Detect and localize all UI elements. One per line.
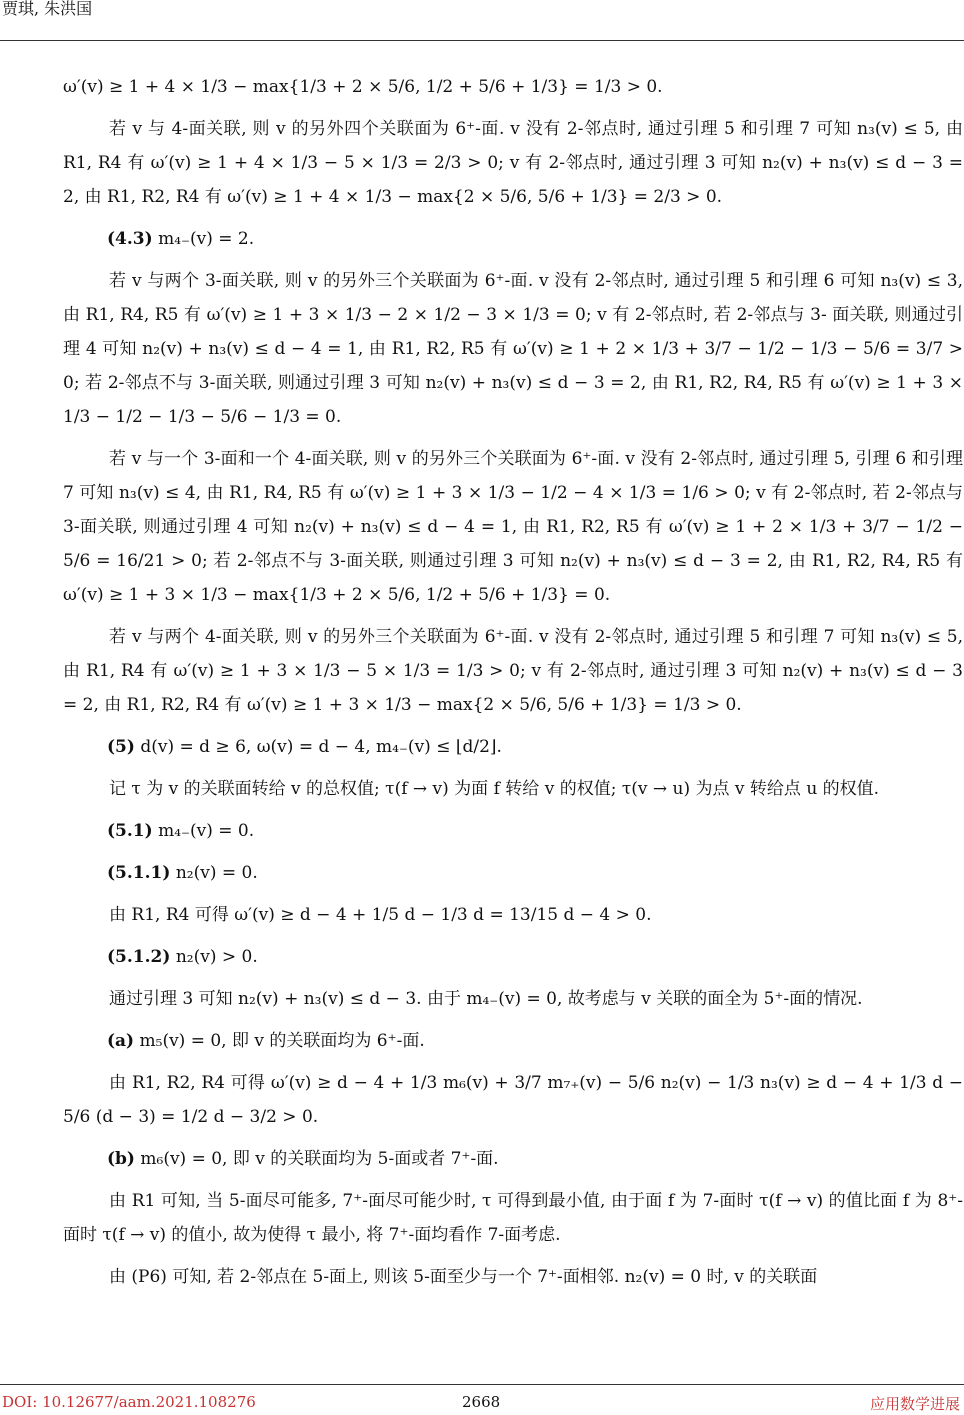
paper-body xyxy=(63,70,963,1302)
section-heading xyxy=(63,814,963,848)
section-label: (b) xyxy=(107,1149,135,1169)
section-condition: n₂(v) = 0. xyxy=(175,863,258,883)
paragraph: 由 R1, R4 可得 ω′(v) ≥ d − 4 + 1/5 d − 1/3 d = 13/15 d − 4 > 0. xyxy=(109,905,652,925)
section-heading xyxy=(63,940,963,974)
section-heading xyxy=(63,1024,963,1058)
section-condition: m₆(v) = 0, 即 v 的关联面均为 5-面或者 7⁺-面. xyxy=(140,1149,499,1169)
page-number: 2668 xyxy=(462,1393,501,1411)
page-header xyxy=(0,0,964,41)
section-heading xyxy=(63,856,963,890)
paragraph: 通过引理 3 可知 n₂(v) + n₃(v) ≤ d − 3. 由于 m₄₋(v) = 0, 故考虑与 v 关联的面全为 5⁺-面的情况. xyxy=(109,989,863,1009)
section-label: (a) xyxy=(107,1031,135,1051)
paragraph: ω′(v) ≥ 1 + 4 × 1/3 − max{1/3 + 2 × 5/6, 1/2 + 5/6 + 1/3} = 1/3 > 0. xyxy=(63,77,663,97)
section-heading xyxy=(63,1142,963,1176)
paragraph: 由 (P6) 可知, 若 2-邻点在 5-面上, 则该 5-面至少与一个 7⁺-面相邻. n₂(v) = 0 时, v 的关联面 xyxy=(109,1267,818,1287)
section-label: (4.3) xyxy=(107,229,153,249)
header-authors: 贾琪, 朱洪国 xyxy=(2,0,93,18)
section-label: (5) xyxy=(107,737,135,757)
paragraph: 若 v 与两个 4-面关联, 则 v 的另外三个关联面为 6⁺-面. v 没有 2-邻点时, 通过引理 5 和引理 7 可知 n₃(v) ≤ 5, 由 R1, R4 有 ω′(v) ≥ 1 + 3 × 1/3 − 5 × 1/3 = 1/3 > 0; v 有 2-邻点时, 通过引理 3 可知 n₂(v) + n₃(v) ≤ d − 3 = 2, 由 R1, R2, R4 有 ω′(v) ≥ 1 + 3 × 1/3 − max{2 × 5/6, 5/6 + 1/3} = 1/3 > 0. xyxy=(63,627,963,715)
paragraph: 记 τ 为 v 的关联面转给 v 的总权值; τ(f → v) 为面 f 转给 v 的权值; τ(v → u) 为点 v 转给点 u 的权值. xyxy=(109,779,880,799)
paragraph: 若 v 与 4-面关联, 则 v 的另外四个关联面为 6⁺-面. v 没有 2-邻点时, 通过引理 5 和引理 7 可知 n₃(v) ≤ 5, 由 R1, R4 有 ω′(v) ≥ 1 + 4 × 1/3 − 5 × 1/3 = 2/3 > 0; v 有 2-邻点时, 通过引理 3 可知 n₂(v) + n₃(v) ≤ d − 3 = 2, 由 R1, R2, R4 有 ω′(v) ≥ 1 + 4 × 1/3 − max{2 × 5/6, 5/6 + 1/3} = 2/3 > 0. xyxy=(63,119,963,207)
paragraph: 若 v 与两个 3-面关联, 则 v 的另外三个关联面为 6⁺-面. v 没有 2-邻点时, 通过引理 5 和引理 6 可知 n₃(v) ≤ 3, 由 R1, R4, R5 有 ω′(v) ≥ 1 + 3 × 1/3 − 2 × 1/2 − 3 × 1/3 = 0; v 有 2-邻点时, 若 2-邻点与 3- 面关联, 则通过引理 4 可知 n₂(v) + n₃(v) ≤ d − 4 = 1, 由 R1, R2, R5 有 ω′(v) ≥ 1 + 2 × 1/3 + 3/7 − 1/2 − 1/3 − 5/6 = 3/7 > 0; 若 2-邻点不与 3-面关联, 则通过引理 3 可知 n₂(v) + n₃(v) ≤ d − 3 = 2, 由 R1, R2, R4, R5 有 ω′(v) ≥ 1 + 3 × 1/3 − 1/2 − 1/3 − 5/6 − 1/3 = 0. xyxy=(63,271,963,427)
section-condition: m₄₋(v) = 0. xyxy=(158,821,255,841)
section-heading xyxy=(63,730,963,764)
paragraph: 若 v 与一个 3-面和一个 4-面关联, 则 v 的另外三个关联面为 6⁺-面. v 没有 2-邻点时, 通过引理 5, 引理 6 和引理 7 可知 n₃(v) ≤ 4, 由 R1, R4, R5 有 ω′(v) ≥ 1 + 3 × 1/3 − 1/2 − 4 × 1/3 = 1/6 > 0; v 有 2-邻点时, 若 2-邻点与 3-面关联, 则通过引理 4 可知 n₂(v) + n₃(v) ≤ d − 4 = 1, 由 R1, R2, R5 有 ω′(v) ≥ 1 + 2 × 1/3 + 3/7 − 1/2 − 5/6 = 16/21 > 0; 若 2-邻点不与 3-面关联, 则通过引理 3 可知 n₂(v) + n₃(v) ≤ d − 3 = 2, 由 R1, R2, R4, R5 有 ω′(v) ≥ 1 + 3 × 1/3 − max{1/3 + 2 × 5/6, 1/2 + 5/6 + 1/3} = 0. xyxy=(63,449,963,605)
section-condition: n₂(v) > 0. xyxy=(175,947,258,967)
section-label: (5.1.1) xyxy=(107,863,171,883)
section-condition: m₄₋(v) = 2. xyxy=(158,229,255,249)
section-condition: d(v) = d ≥ 6, ω(v) = d − 4, m₄₋(v) ≤ ⌊d/2⌋. xyxy=(140,737,502,757)
page-footer xyxy=(0,1384,964,1415)
doi-link[interactable]: DOI: 10.12677/aam.2021.108276 xyxy=(2,1393,256,1411)
section-heading xyxy=(63,222,963,256)
paragraph: 由 R1, R2, R4 可得 ω′(v) ≥ d − 4 + 1/3 m₆(v) + 3/7 m₇₊(v) − 5/6 n₂(v) − 1/3 n₃(v) ≥ d − 4 + 1/3 d − 5/6 (d − 3) = 1/2 d − 3/2 > 0. xyxy=(63,1073,963,1127)
paragraph: 由 R1 可知, 当 5-面尽可能多, 7⁺-面尽可能少时, τ 可得到最小值, 由于面 f 为 7-面时 τ(f → v) 的值比面 f 为 8⁺-面时 τ(f → v) 的值小, 故为使得 τ 最小, 将 7⁺-面均看作 7-面考虑. xyxy=(63,1191,963,1245)
section-label: (5.1.2) xyxy=(107,947,171,967)
section-label: (5.1) xyxy=(107,821,153,841)
section-condition: m₅(v) = 0, 即 v 的关联面均为 6⁺-面. xyxy=(139,1031,425,1051)
journal-name: 应用数学进展 xyxy=(869,1395,960,1413)
